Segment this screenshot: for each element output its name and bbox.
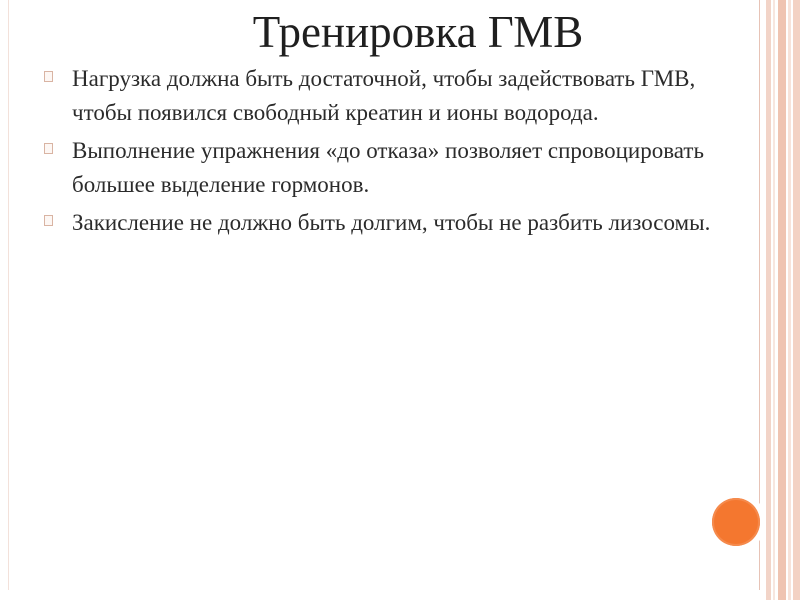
decorative-stripe bbox=[766, 0, 771, 600]
bullet-text: Нагрузка должна быть достаточной, чтобы задействовать ГМВ, чтобы появился свободный креатин и ионы водорода. bbox=[72, 66, 696, 125]
decorative-circle-icon bbox=[712, 498, 760, 546]
decorative-stripe bbox=[773, 0, 775, 600]
bullet-marker-icon bbox=[44, 143, 53, 154]
decorative-stripe bbox=[788, 0, 791, 600]
bullet-item bbox=[44, 206, 734, 240]
bullet-text: Закисление не должно быть долгим, чтобы не разбить лизосомы. bbox=[72, 210, 711, 235]
bullet-item bbox=[44, 62, 734, 130]
slide-title: Тренировка ГМВ bbox=[252, 7, 584, 57]
bullet-marker-icon bbox=[44, 71, 53, 82]
bullet-text: Выполнение упражнения «до отказа» позволяет спровоцировать большее выделение гормонов. bbox=[72, 138, 704, 197]
bullet-item bbox=[44, 134, 734, 202]
bullet-list bbox=[44, 62, 734, 244]
decorative-stripe bbox=[778, 0, 786, 600]
bullet-marker-icon bbox=[44, 215, 53, 226]
decorative-stripe bbox=[793, 0, 800, 600]
